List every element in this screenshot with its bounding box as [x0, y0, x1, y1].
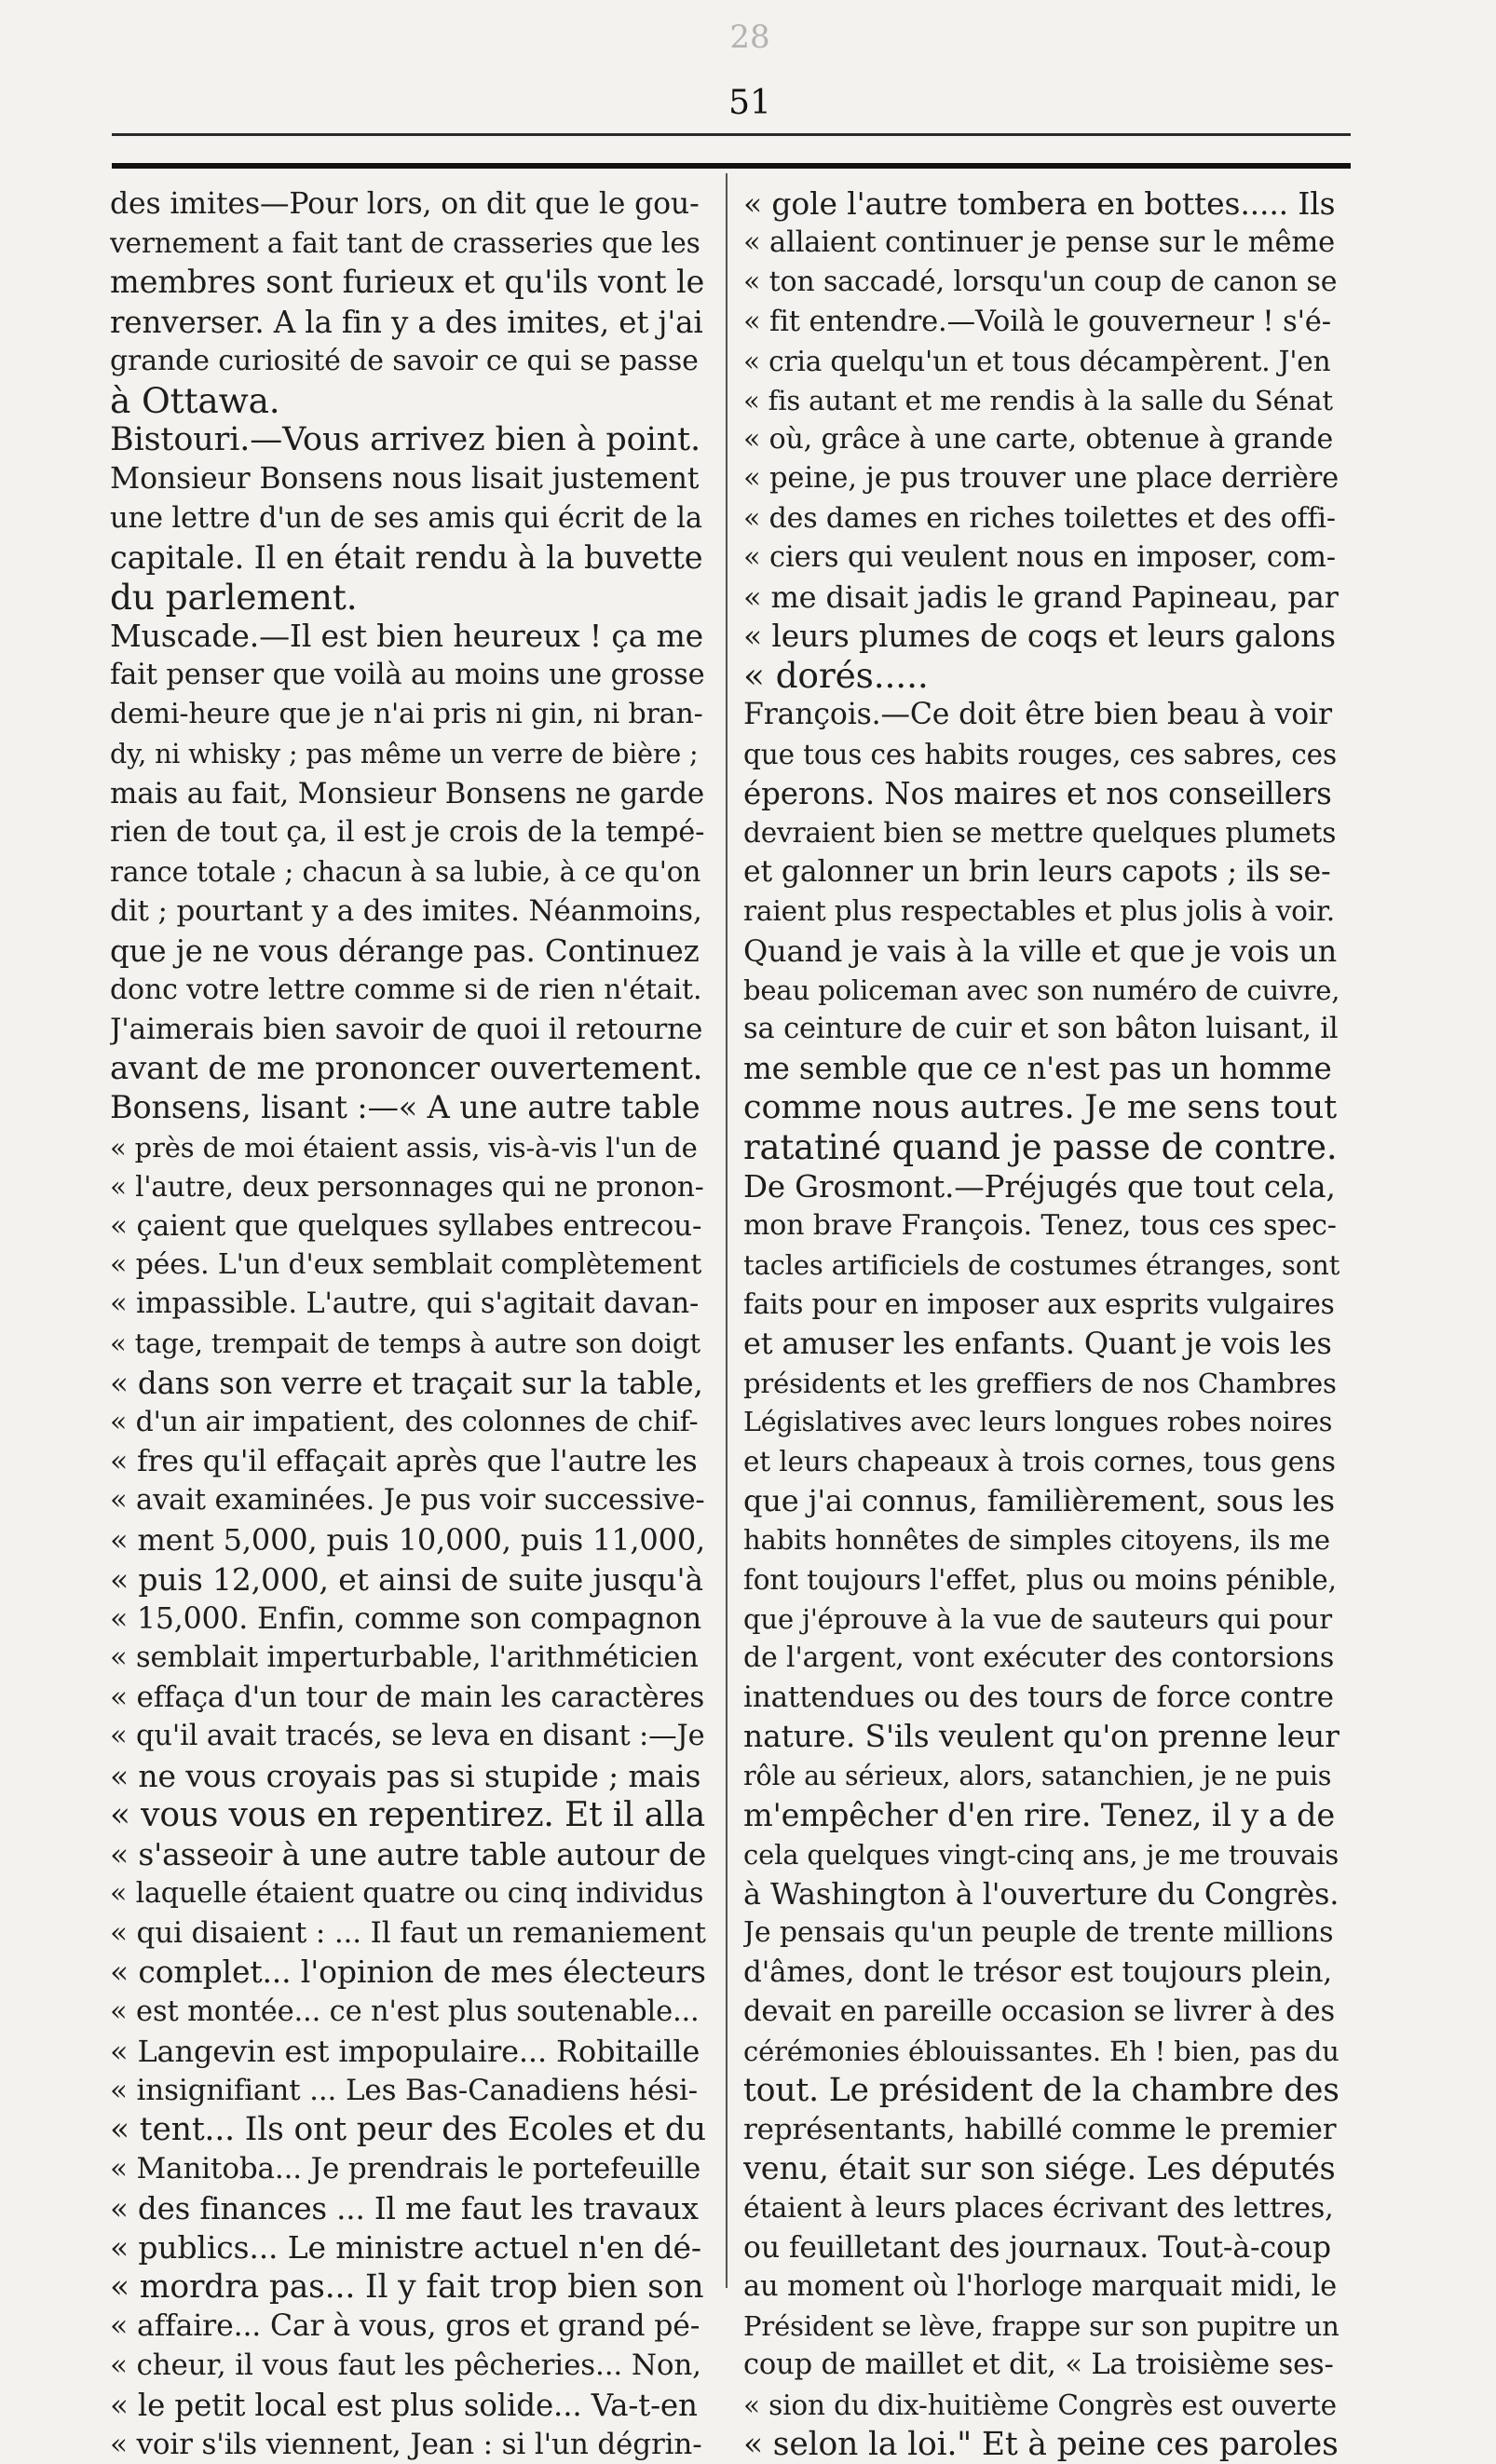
text-line: venu, était sur son siége. Les députés [743, 2150, 1336, 2187]
text-line: inattendues ou des tours de force contre [743, 1681, 1334, 1715]
text-line: « le petit local est plus solide... Va-t-en [110, 2387, 698, 2423]
text-line: « qu'il avait tracés, se leva en disant :—Je [110, 1720, 705, 1753]
text-line: devait en pareille occasion se livrer à des [743, 1994, 1335, 2028]
text-line: « avait examinées. Je pus voir successive- [110, 1484, 705, 1518]
text-line: « puis 12,000, et ainsi de suite jusqu'à [110, 1560, 703, 1598]
text-line: « 15,000. Enfin, comme son compagnon [110, 1601, 702, 1636]
text-line: cérémonies éblouissantes. Eh ! bien, pas du [743, 2035, 1340, 2067]
text-line: « ciers qui veulent nous en imposer, com- [743, 540, 1336, 574]
text-line: représentants, habillé comme le premier [743, 2113, 1337, 2147]
text-line: sa ceinture de cuir et son bâton luisant, il [743, 1012, 1339, 1045]
text-line: « cria quelqu'un et tous décampèrent. J'en [743, 345, 1331, 377]
text-line: « allaient continuer je pense sur le même [743, 226, 1336, 260]
text-line: « ment 5,000, puis 10,000, puis 11,000, [110, 1522, 706, 1559]
text-line: dit ; pourtant y a des imites. Néanmoins, [110, 894, 702, 929]
text-line: fait penser que voilà au moins une grosse [110, 659, 705, 692]
text-line: faits pour en imposer aux esprits vulgaires [743, 1288, 1335, 1321]
text-line: éperons. Nos maires et nos conseillers [743, 775, 1332, 811]
text-line: à Ottawa. [110, 380, 280, 421]
text-line: « mordra pas... Il y fait trop bien son [110, 2267, 704, 2306]
text-line: « fres qu'il effaçait après que l'autre les [110, 1445, 698, 1478]
text-line: et galonner un brin leurs capots ; ils se- [743, 855, 1331, 890]
text-line: Bonsens, lisant :—« A une autre table [110, 1089, 700, 1126]
text-line: « dans son verre et traçait sur la table, [110, 1365, 703, 1401]
text-line: rance totale ; chacun à sa lubie, à ce qu'on [110, 856, 701, 889]
text-line: « cheur, il vous faut les pêcheries... Non, [110, 2348, 701, 2383]
text-line: beau policeman avec son numéro de cuivre, [743, 973, 1340, 1006]
text-line: « ton saccadé, lorsqu'un coup de canon se [743, 265, 1338, 299]
text-line: cela quelques vingt-cinq ans, je me trouvais [743, 1838, 1340, 1871]
text-line: De Grosmont.—Préjugés que tout cela, [743, 1168, 1336, 1205]
text-line: « insignifiant ... Les Bas-Canadiens hési- [110, 2074, 698, 2107]
text-line: que tous ces habits rouges, ces sabres, ces [743, 738, 1337, 770]
text-line: font toujours l'effet, plus ou moins pénible, [743, 1563, 1337, 1596]
text-line: rien de tout ça, il est je crois de la tempé- [110, 816, 705, 849]
text-line: « dorés..... [743, 656, 929, 696]
text-line: dy, ni whisky ; pas même un verre de bière ; [110, 738, 699, 769]
text-line: « Manitoba... Je prendrais le portefeuille [110, 2152, 701, 2186]
text-line: « semblait imperturbable, l'arithméticien [110, 1640, 699, 1674]
text-line: « peine, je pus trouver une place derrière [743, 462, 1340, 496]
text-line: raient plus respectables et plus jolis à voir. [743, 895, 1335, 928]
text-line: vernement a fait tant de crasseries que les [110, 227, 700, 260]
text-line: demi-heure que je n'ai pris ni gin, ni bran- [110, 698, 703, 731]
text-line: Quand je vais à la ville et que je vois un [743, 933, 1338, 969]
text-line: « gole l'autre tombera en bottes..... Ils [743, 185, 1336, 222]
text-line: « laquelle étaient quatre ou cinq individus [110, 1877, 704, 1911]
text-line: Je pensais qu'un peuple de trente millions [743, 1916, 1334, 1950]
text-line: « ne vous croyais pas si stupide ; mais [110, 1757, 701, 1794]
text-line: ou feuilletant des journaux. Tout-à-coup [743, 2230, 1331, 2265]
text-line: « impassible. L'autre, qui s'agitait davan- [110, 1287, 700, 1321]
text-line: « pées. L'un d'eux semblait complètement [110, 1248, 702, 1282]
text-line: rôle au sérieux, alors, satanchien, je ne puis [743, 1760, 1332, 1791]
text-line: avant de me prononcer ouvertement. [110, 1050, 703, 1088]
text-line: que j'éprouve à la vue de sauteurs qui pour [743, 1602, 1332, 1635]
header-rule-top [112, 133, 1351, 136]
text-line: « des dames en riches toilettes et des offi- [743, 501, 1336, 535]
text-line: Bistouri.—Vous arrivez bien à point. [110, 421, 700, 459]
text-line: « affaire... Car à vous, gros et grand pé- [110, 2309, 700, 2344]
text-line: « vous vous en repentirez. Et il alla [110, 1795, 706, 1834]
text-line: « voir s'ils viennent, Jean : si l'un dégrin- [110, 2427, 702, 2461]
left-column [110, 184, 706, 2464]
text-line: « sion du dix-huitième Congrès est ouverte [743, 2389, 1337, 2421]
text-line: « où, grâce à une carte, obtenue à grande [743, 423, 1334, 456]
text-line: François.—Ce doit être bien beau à voir [743, 698, 1332, 732]
text-line: une lettre d'un de ses amis qui écrit de la [110, 501, 702, 535]
text-line: « est montée... ce n'est plus soutenable... [110, 1994, 700, 2028]
text-line: au moment où l'horloge marquait midi, le [743, 2269, 1338, 2303]
text-line: « effaça d'un tour de main les caractères [110, 1681, 705, 1715]
text-line: Président se lève, frappe sur son pupitre un [743, 2310, 1340, 2343]
text-line: « des finances ... Il me faut les travaux [110, 2190, 699, 2226]
text-line: et leurs chapeaux à trois cornes, tous gens [743, 1446, 1336, 1477]
text-line: « près de moi étaient assis, vis-à-vis l'un de [110, 1131, 698, 1164]
text-line: Législatives avec leurs longues robes noires [743, 1406, 1333, 1437]
text-line: « Langevin est impopulaire... Robitaille [110, 2033, 700, 2069]
text-line: « tage, trempait de temps à autre son doigt [110, 1327, 700, 1360]
text-line: présidents et les greffiers de nos Chambres [743, 1367, 1337, 1399]
text-line: de l'argent, vont exécuter des contorsions [743, 1640, 1335, 1674]
text-line: étaient à leurs places écrivant des lettres, [743, 2191, 1334, 2225]
text-line: que j'ai connus, familièrement, sous les [743, 1483, 1335, 1519]
text-line: « fis autant et me rendis à la salle du Sénat [743, 384, 1333, 416]
text-line: « me disait jadis le grand Papineau, par [743, 579, 1339, 615]
header-rule-bottom [112, 163, 1351, 169]
text-line: des imites—Pour lors, on dit que le gou- [110, 187, 700, 221]
text-line: « l'autre, deux personnages qui ne pronon- [110, 1170, 704, 1203]
text-line: grande curiosité de savoir ce qui se passe [110, 344, 699, 377]
text-line: renverser. A la fin y a des imites, et j'ai [110, 304, 703, 340]
text-line: « s'asseoir à une autre table autour de [110, 1835, 706, 1872]
text-line: donc votre lettre comme si de rien n'était. [110, 973, 702, 1006]
text-line: habits honnêtes de simples citoyens, ils me [743, 1524, 1330, 1557]
text-line: du parlement. [110, 577, 358, 618]
text-line: membres sont furieux et qu'ils vont le [110, 264, 705, 301]
text-line: Monsieur Bonsens nous lisait justement [110, 462, 700, 497]
text-line: me semble que ce n'est pas un homme [743, 1051, 1332, 1087]
text-line: à Washington à l'ouverture du Congrès. [743, 1876, 1340, 1913]
text-line: J'aimerais bien savoir de quoi il retourne [110, 1012, 703, 1046]
text-line: « d'un air impatient, des colonnes de chif- [110, 1405, 699, 1438]
text-line: tacles artificiels de costumes étranges, sont [743, 1249, 1340, 1282]
text-line: « tent... Ils ont peur des Ecoles et du [110, 2111, 706, 2149]
text-line: mais au fait, Monsieur Bonsens ne garde [110, 776, 705, 810]
text-line: nature. S'ils veulent qu'on prenne leur [743, 1718, 1340, 1755]
page-number: 51 [728, 84, 771, 122]
text-line: « çaient que quelques syllabes entrecou- [110, 1208, 702, 1243]
text-line: « complet... l'opinion de mes électeurs [110, 1954, 706, 1991]
text-line: « qui disaient : ... Il faut un remaniement [110, 1916, 706, 1951]
text-line: ratatiné quand je passe de contre. [743, 1127, 1338, 1167]
text-line: d'âmes, dont le trésor est toujours plein, [743, 1955, 1332, 1990]
right-column [743, 184, 1340, 2464]
page-stamp: 28 [729, 19, 770, 56]
column-divider [726, 173, 728, 2288]
text-line: capitale. Il en était rendu à la buvette [110, 538, 703, 576]
text-line: mon brave François. Tenez, tous ces spec- [743, 1208, 1337, 1242]
text-line: « leurs plumes de coqs et leurs galons [743, 618, 1336, 655]
text-line: « publics... Le ministre actuel n'en dé- [110, 2228, 701, 2266]
text-line: Muscade.—Il est bien heureux ! ça me [110, 618, 704, 655]
text-line: et amuser les enfants. Quant je vois les [743, 1326, 1332, 1362]
text-line: coup de maillet et dit, « La troisième ses- [743, 2348, 1334, 2382]
text-line: que je ne vous dérange pas. Continuez [110, 933, 700, 969]
text-line: devraient bien se mettre quelques plumets [743, 817, 1337, 849]
text-line: « selon la loi." Et à peine ces paroles [743, 2425, 1339, 2463]
text-line: « fit entendre.—Voilà le gouverneur ! s'é- [743, 305, 1331, 338]
text-line: m'empêcher d'en rire. Tenez, il y a de [743, 1796, 1335, 1833]
text-line: tout. Le président de la chambre des [743, 2072, 1340, 2109]
text-line: comme nous autres. Je me sens tout [743, 1089, 1338, 1127]
